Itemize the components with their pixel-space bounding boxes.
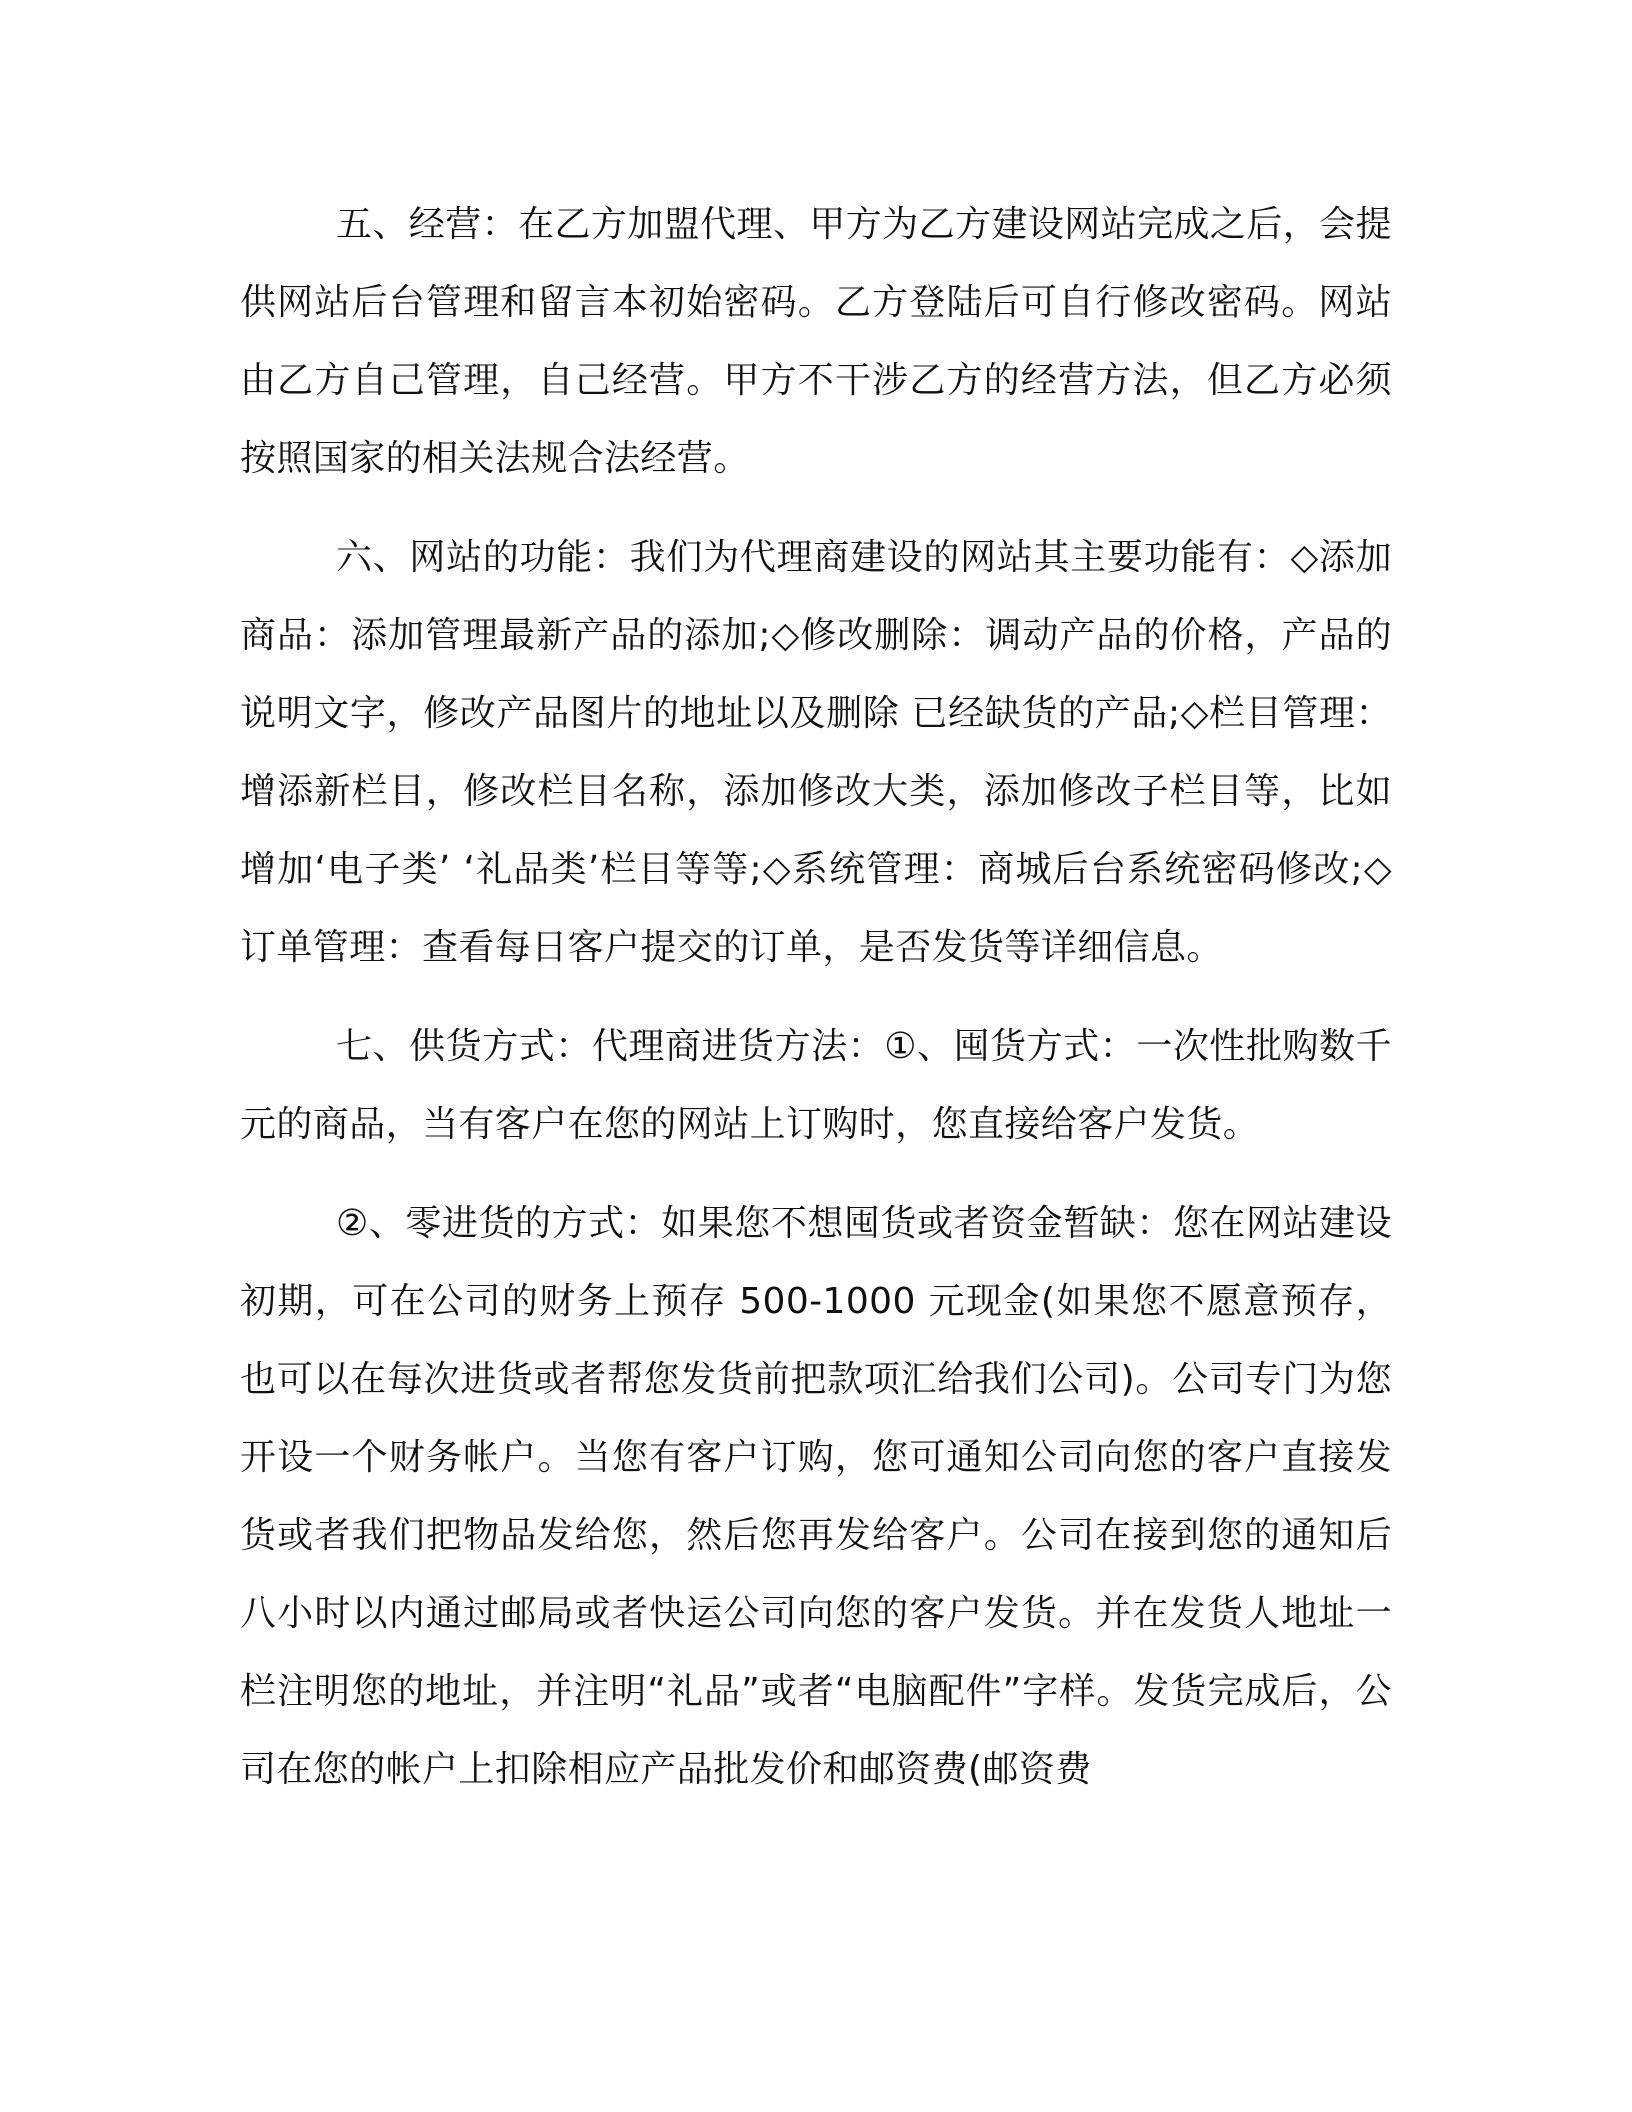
paragraph-supply-method: 七、供货方式：代理商进货方法：①、囤货方式：一次性批购数千元的商品，当有客户在您的网站上订购时，您直接给客户发货。 — [240, 1026, 1392, 1145]
paragraph-website-functions: 六、网站的功能：我们为代理商建设的网站其主要功能有：◇添加商品：添加管理最新产品的添加;◇修改删除：调动产品的价格，产品的说明文字，修改产品图片的地址以及删除 已经缺货的产品;◇栏目管理：增添新栏目，修改栏目名称，添加修改大类，添加修改子栏目等，比如增加‘电子类’ ‘礼品类’栏目等等;◇系统管理：商城后台系统密码修改;◇订单管理：查看每日客户提交的订单，是否发货等详细信息。 — [240, 537, 1392, 968]
document-body — [240, 186, 1392, 1830]
paragraph-zero-stock-method: ②、零进货的方式：如果您不想囤货或者资金暂缺：您在网站建设初期，可在公司的财务上预存 500-1000 元现金(如果您不愿意预存，也可以在每次进货或者帮您发货前把款项汇给我们公司)。公司专门为您开设一个财务帐户。当您有客户订购，您可通知公司向您的客户直接发货或者我们把物品发给您，然后您再发给客户。公司在接到您的通知后八小时以内通过邮局或者快运公司向您的客户发货。并在发货人地址一栏注明您的地址，并注明“礼品”或者“电脑配件”字样。发货完成后，公司在您的帐户上扣除相应产品批发价和邮资费(邮资费 — [240, 1203, 1392, 1790]
paragraph-operation: 五、经营：在乙方加盟代理、甲方为乙方建设网站完成之后，会提供网站后台管理和留言本初始密码。乙方登陆后可自行修改密码。网站由乙方自己管理，自己经营。甲方不干涉乙方的经营方法，但乙方必须按照国家的相关法规合法经营。 — [240, 204, 1392, 479]
